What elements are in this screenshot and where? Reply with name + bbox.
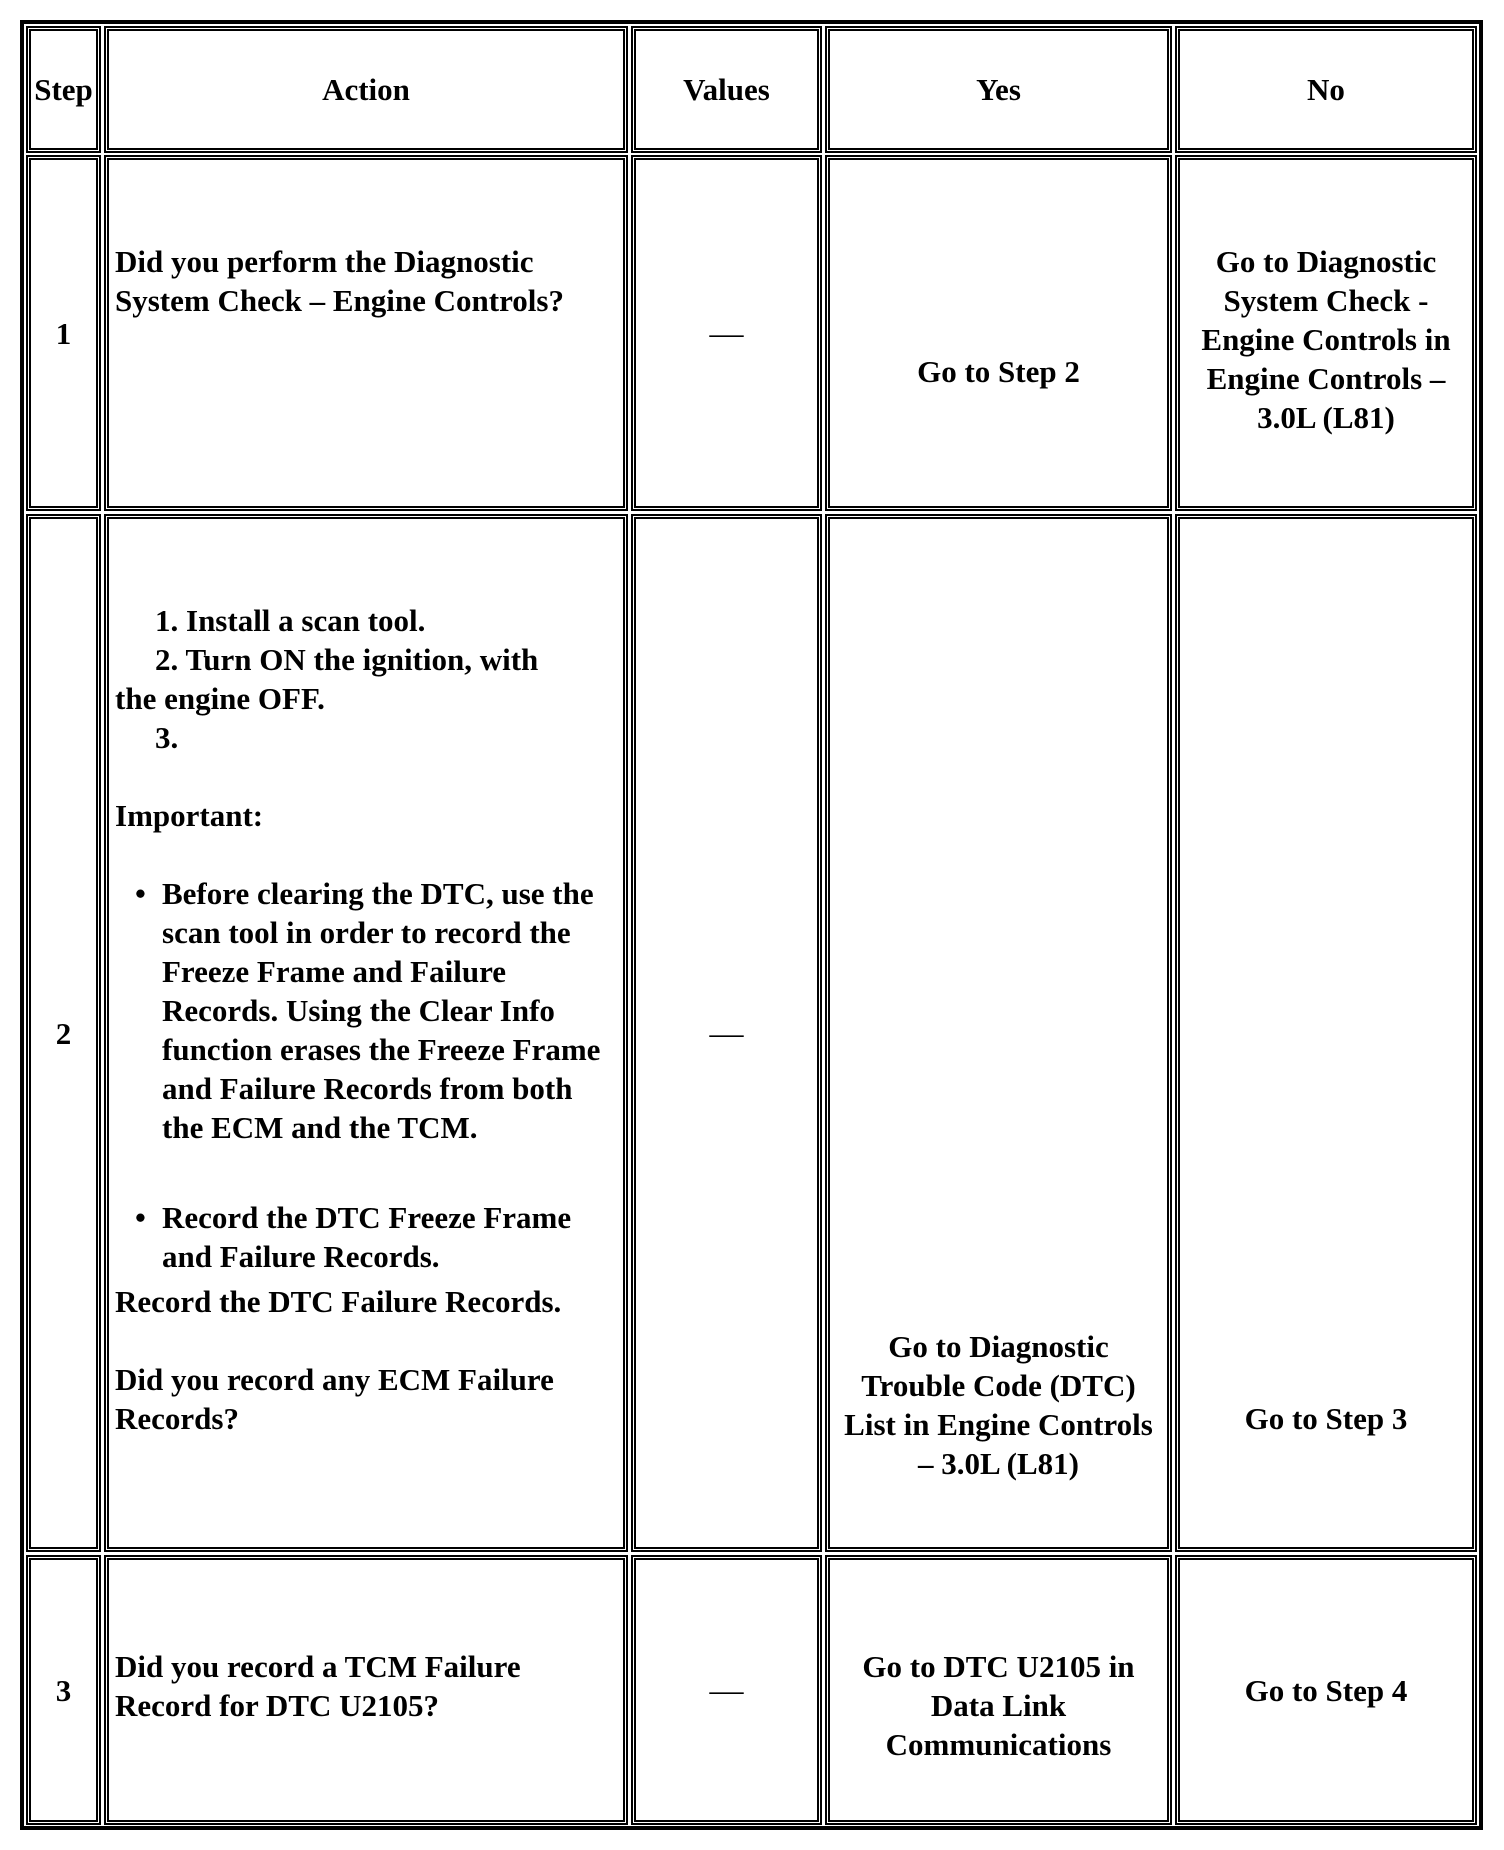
row2-no bbox=[1175, 514, 1477, 1552]
row2-values: — bbox=[631, 514, 822, 1552]
important-item-text: Before clearing the DTC, use the scan tool in order to record the Freeze Frame and Failure Records. Using the Clear Info function erases the Freeze Frame and Failure Records from both the ECM and the TCM. bbox=[162, 876, 601, 1145]
row2-yes bbox=[825, 514, 1172, 1552]
row3-no: Go to Step 4 bbox=[1175, 1555, 1477, 1825]
row2-action-tail: Record the DTC Failure Records. bbox=[115, 1284, 562, 1319]
row2-step-item: 2. Turn ON the ignition, with bbox=[155, 642, 539, 677]
row3-yes bbox=[825, 1555, 1172, 1825]
row1-action bbox=[104, 155, 628, 511]
row1-step: 1 bbox=[26, 155, 101, 511]
row2-step-item: 1. Install a scan tool. bbox=[155, 603, 426, 638]
row3-step: 3 bbox=[26, 1555, 101, 1825]
row1-no bbox=[1175, 155, 1477, 511]
row1-action-text: Did you perform the Diagnostic System Check – Engine Controls? bbox=[115, 244, 564, 318]
row3-action bbox=[104, 1555, 628, 1825]
row2-step: 2 bbox=[26, 514, 101, 1552]
header-values: Values bbox=[631, 26, 822, 153]
header-action: Action bbox=[104, 26, 628, 153]
row2-step-item-continued: the engine OFF. bbox=[115, 681, 325, 716]
row2-steps-list bbox=[115, 601, 615, 757]
row1-no-text: Go to Diagnostic System Check - Engine Controls in Engine Controls – 3.0L (L81) bbox=[1201, 244, 1451, 435]
important-label: Important: bbox=[115, 798, 264, 833]
row2-action-content bbox=[115, 601, 615, 1438]
row1-yes-text: Go to Step 2 bbox=[917, 354, 1080, 389]
row2-action bbox=[104, 514, 628, 1552]
important-item bbox=[115, 1198, 615, 1276]
row3-yes-text: Go to DTC U2105 in Data Link Communications bbox=[862, 1649, 1135, 1762]
important-list bbox=[115, 874, 615, 1276]
header-no: No bbox=[1175, 26, 1477, 153]
row2-no-text: Go to Step 3 bbox=[1244, 1401, 1408, 1436]
row3-action-text: Did you record a TCM Failure Record for DTC U2105? bbox=[115, 1649, 521, 1723]
important-item-text: Record the DTC Freeze Frame and Failure Records. bbox=[162, 1200, 572, 1274]
bullet-icon: • bbox=[135, 876, 146, 911]
row3-values: — bbox=[631, 1555, 822, 1825]
row2-step-item: 3. bbox=[155, 720, 179, 755]
row2-action-question: Did you record any ECM Failure Records? bbox=[115, 1362, 554, 1436]
header-step: Step bbox=[26, 26, 101, 153]
important-item bbox=[115, 874, 615, 1147]
row2-yes-text: Go to Diagnostic Trouble Code (DTC) List in Engine Controls – 3.0L (L81) bbox=[844, 1329, 1153, 1481]
row1-yes bbox=[825, 155, 1172, 511]
bullet-icon: • bbox=[135, 1200, 146, 1235]
row1-values: — bbox=[631, 155, 822, 511]
header-yes: Yes bbox=[825, 26, 1172, 153]
